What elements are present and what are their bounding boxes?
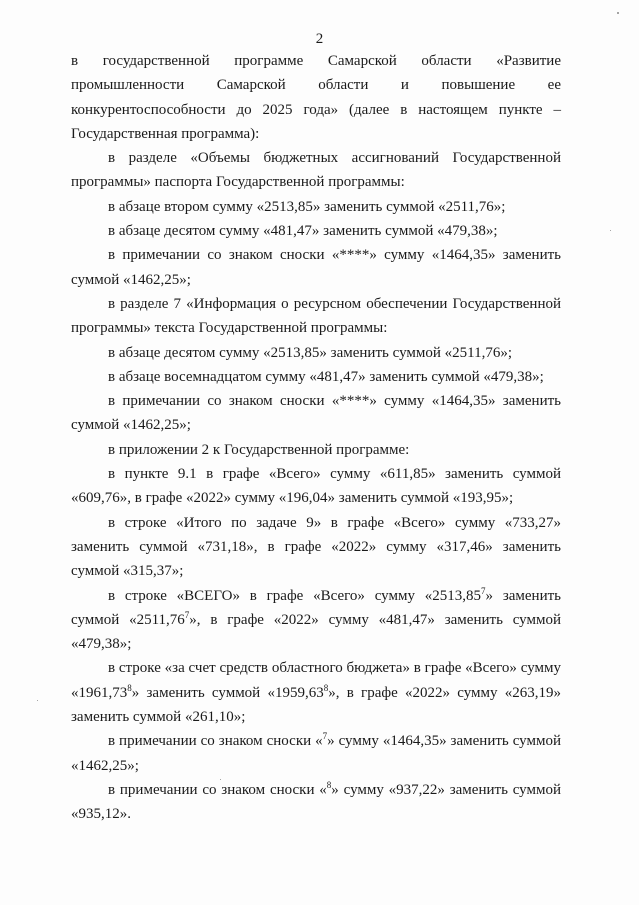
footnote-mark: 7 <box>481 585 486 596</box>
paragraph: в строке «Итого по задаче 9» в графе «Всего» сумму «733,27» заменить суммой «731,18», в графе «2022» сумму «317,46» заменить суммой «315,37»; <box>71 514 561 580</box>
scan-speck <box>617 12 619 14</box>
paragraph: в абзаце восемнадцатом сумму «481,47» заменить суммой «479,38»; <box>108 368 544 385</box>
footnote-mark: 7 <box>184 609 190 620</box>
paragraph: в примечании со знаком сноски «****» сумму «1464,35» заменить суммой «1462,25»; <box>71 247 561 288</box>
paragraph: в абзаце втором сумму «2513,85» заменить суммой «2511,76»; <box>108 198 506 215</box>
footnote-mark: 7 <box>322 731 328 742</box>
footnote-mark: 8 <box>127 682 132 693</box>
paragraph: в абзаце десятом сумму «2513,85» заменить суммой «2511,76»; <box>108 344 512 361</box>
page-number: 2 <box>315 31 324 47</box>
paragraph: в абзаце десятом сумму «481,47» заменить суммой «479,38»; <box>108 223 498 240</box>
scan-speck <box>610 230 611 231</box>
paragraph: в разделе 7 «Информация о ресурсном обеспечении Государственной программы» текста Государственной программы: <box>71 295 561 337</box>
footnote-mark: 8 <box>323 682 329 693</box>
paragraph: в примечании со знаком сноски «****» сумму «1464,35» заменить суммой «1462,25»; <box>71 393 561 434</box>
paragraph: в пункте 9.1 в графе «Всего» сумму «611,85» заменить суммой «609,76», в графе «2022» сумму «196,04» заменить суммой «193,95»; <box>71 466 561 507</box>
footnote-mark: 8 <box>326 779 332 790</box>
paragraph: в строке «ВСЕГО» в графе «Всего» сумму «2513,85$^7$» заменить суммой «2511,76$^7$», в графе «2022» сумму «481,47» заменить суммой «479,38»; <box>71 585 561 653</box>
scan-speck <box>220 779 221 780</box>
document-body <box>71 49 561 827</box>
paragraph: в примечании со знаком сноски «$^7$» сумму «1464,35» заменить суммой «1462,25»; <box>71 731 561 774</box>
paragraph: в строке «за счет средств областного бюджета» в графе «Всего» сумму «1961,73$^8$» заменить суммой «1959,63$^8$», в графе «2022» сумму «263,19» заменить суммой «261,10»; <box>71 660 561 726</box>
paragraph: в примечании со знаком сноски «$^8$» сумму «937,22» заменить суммой «935,12». <box>71 779 561 823</box>
paragraph: в приложении 2 к Государственной программе: <box>108 441 410 458</box>
paragraph-intro: в государственной программе Самарской области «Развитие промышленности Самарской области и повышение ее конкурентоспособности до 2025 года» (далее в настоящем пункте – Государственная программа): <box>71 53 561 142</box>
scan-speck <box>37 700 38 701</box>
paragraph: в разделе «Объемы бюджетных ассигнований Государственной программы» паспорта Государственной программы: <box>71 150 561 191</box>
